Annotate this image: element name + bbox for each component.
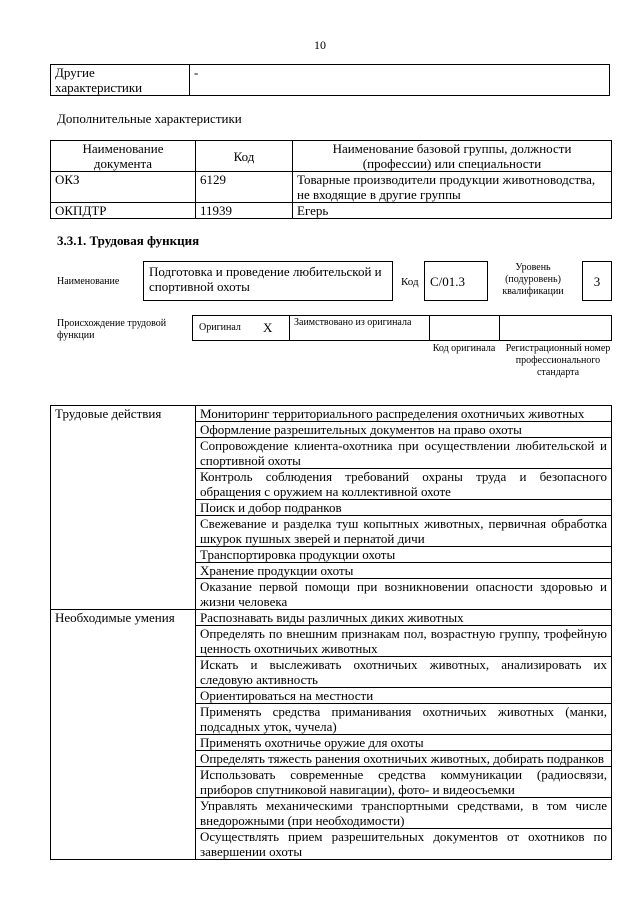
required-skills-label: Необходимые умения (51, 610, 196, 860)
row-code: 6129 (196, 172, 293, 203)
function-code: C/01.3 (430, 274, 466, 289)
original-mark: X (263, 320, 273, 335)
borrowed-label: Заимствовано из оригинала (294, 317, 412, 328)
list-item: Мониторинг территориального распределения охотничьих животных (196, 406, 612, 422)
page-number: 10 (314, 38, 326, 52)
row-doc: ОКЗ (51, 172, 196, 203)
function-name: Подготовка и проведение любительской и спортивной охоты (149, 264, 382, 294)
header-group-name: Наименование базовой группы, должности (профессии) или специальности (293, 141, 612, 172)
list-item: Транспортировка продукции охоты (196, 547, 612, 563)
list-item: Оказание первой помощи при возникновении опасности здоровью и жизни человека (196, 579, 612, 610)
list-item: Контроль соблюдения требований охраны труда и безопасного обращения с оружием на коллективной охоте (196, 469, 612, 500)
additional-characteristics-table (50, 140, 612, 219)
list-item: Осуществлять прием разрешительных документов от охотников по завершении охоты (196, 829, 612, 860)
header-doc-name: Наименование документа (51, 141, 196, 172)
labor-actions-label: Трудовые действия (51, 406, 196, 610)
section-title: 3.3.1. Трудовая функция (57, 233, 200, 248)
origin-label: Происхождение трудовой функции (57, 318, 167, 341)
list-item: Использовать современные средства коммуникации (радиосвязи, приборов спутниковой навигации), фото- и видеосъемки (196, 767, 612, 798)
list-item: Определять тяжесть ранения охотничьих животных, добирать подранков (196, 751, 612, 767)
list-item: Хранение продукции охоты (196, 563, 612, 579)
header-code: Код (196, 141, 293, 172)
other-characteristics-value: - (190, 65, 610, 96)
qualification-level-value: 3 (593, 274, 601, 289)
function-code-box (424, 261, 488, 301)
qualification-level-box (582, 261, 612, 301)
original-label: Оригинал (199, 322, 241, 333)
table-row (51, 203, 612, 219)
other-characteristics-label: Другие характеристики (51, 65, 190, 96)
function-details-table (50, 405, 612, 860)
table-row (51, 172, 612, 203)
row-doc: ОКПДТР (51, 203, 196, 219)
name-label: Наименование (57, 276, 120, 287)
original-code-caption: Код оригинала (432, 343, 496, 354)
row-name: Товарные производители продукции животноводства, не входящие в другие группы (293, 172, 612, 203)
list-item: Ориентироваться на местности (196, 688, 612, 704)
list-item: Распознавать виды различных диких животных (196, 610, 612, 626)
qualification-level-label: Уровень (подуровень) квалификации (502, 262, 564, 297)
list-item: Поиск и добор подранков (196, 500, 612, 516)
list-item: Свежевание и разделка туш копытных животных, первичная обработка шкурок пушных зверей и пернатой дичи (196, 516, 612, 547)
list-item: Сопровождение клиента-охотника при осуществлении любительской и спортивной охоты (196, 438, 612, 469)
code-label: Код (401, 276, 419, 288)
row-name: Егерь (293, 203, 612, 219)
list-item: Определять по внешним признакам пол, возрастную группу, трофейную ценность охотничьих животных (196, 626, 612, 657)
list-item: Оформление разрешительных документов на право охоты (196, 422, 612, 438)
additional-characteristics-title: Дополнительные характеристики (57, 111, 242, 126)
other-characteristics-table (50, 64, 610, 96)
registration-caption: Регистрационный номер профессионального стандарта (505, 343, 611, 378)
list-item: Применять охотничье оружие для охоты (196, 735, 612, 751)
list-item: Применять средства приманивания охотничьих животных (манки, подсадных уток, чучела) (196, 704, 612, 735)
list-item: Управлять механическими транспортными средствами, в том числе внедорожными (при необходимости) (196, 798, 612, 829)
list-item: Искать и выслеживать охотничьих животных, анализировать их следовую активность (196, 657, 612, 688)
row-code: 11939 (196, 203, 293, 219)
origin-row (192, 315, 612, 341)
function-name-box (143, 261, 393, 301)
